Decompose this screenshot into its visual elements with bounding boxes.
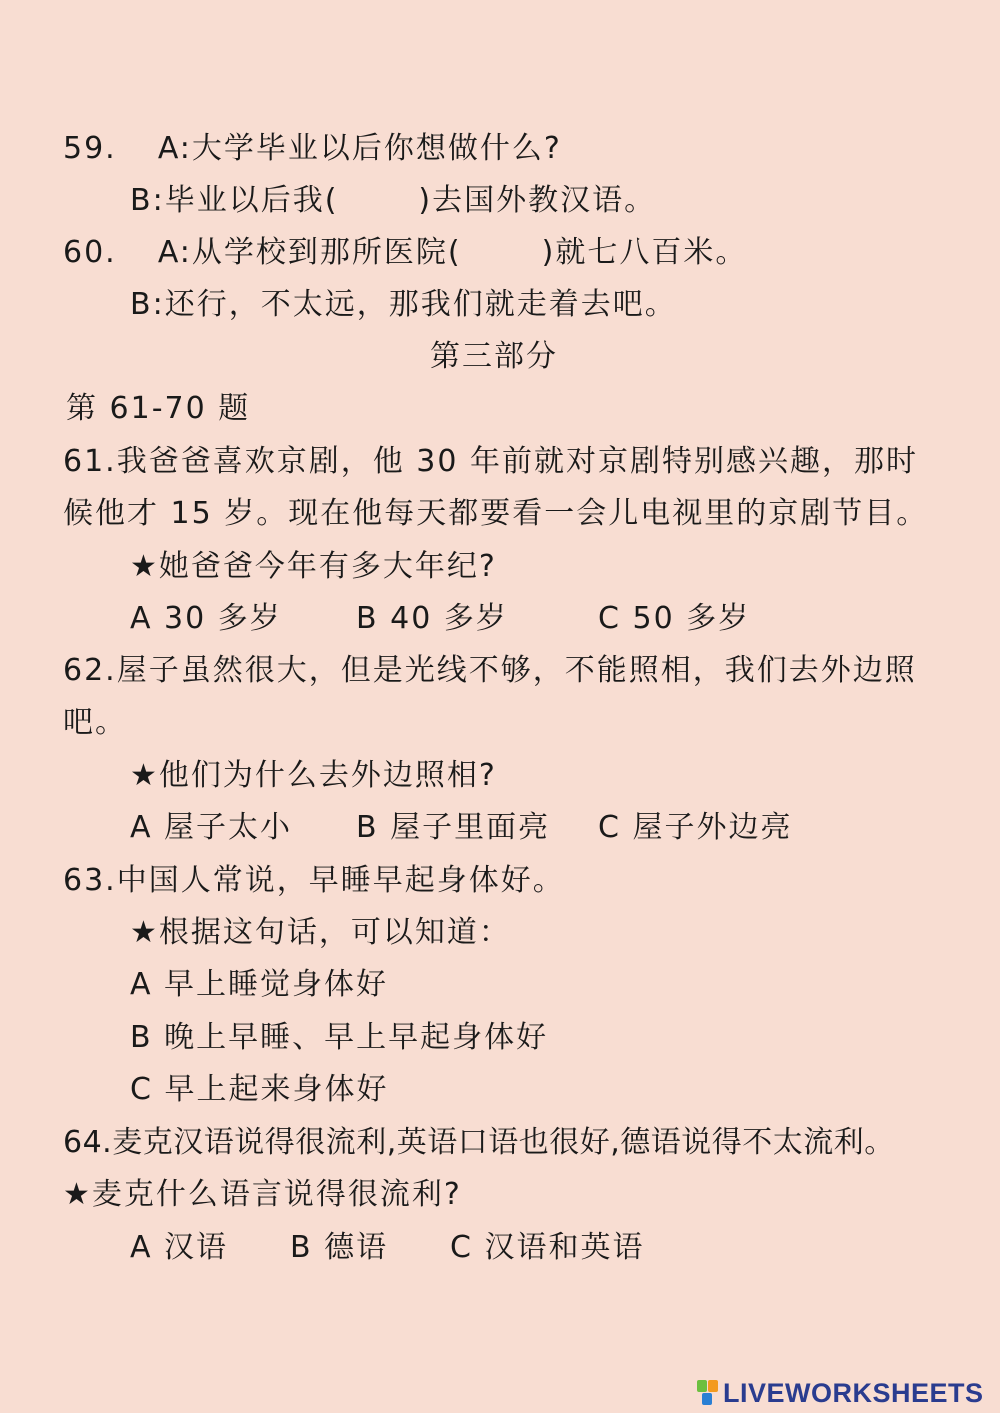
- q61-option-b[interactable]: B 40 多岁: [356, 601, 508, 636]
- q60-a-before: A:从学校到那所医院(: [157, 235, 462, 270]
- q60-number: 60.: [63, 235, 117, 270]
- q60-a-after: )就七八百米。: [541, 235, 748, 270]
- q62-option-c[interactable]: C 屋子外边亮: [598, 810, 793, 845]
- q60-line-a: [63, 235, 747, 271]
- q62-option-b[interactable]: B 屋子里面亮: [356, 810, 551, 845]
- q62-question: ★他们为什么去外边照相?: [130, 758, 497, 793]
- q61-text-line2: 候他才 15 岁。现在他每天都要看一会儿电视里的京剧节目。: [63, 496, 929, 531]
- q63-option-a[interactable]: A 早上睡觉身体好: [130, 967, 389, 1002]
- q59-line-b: [130, 183, 656, 219]
- q61-text-line1: 61.我爸爸喜欢京剧，他 30 年前就对京剧特别感兴趣，那时: [63, 444, 918, 479]
- q63-text: 63.中国人常说，早睡早起身体好。: [63, 863, 565, 898]
- q59-line-a: [63, 131, 562, 167]
- q63-option-b[interactable]: B 晚上早睡、早上早起身体好: [130, 1020, 549, 1055]
- q63-question: ★根据这句话，可以知道：: [130, 915, 511, 950]
- q64-option-a[interactable]: A 汉语: [130, 1230, 229, 1265]
- section-title: 第三部分: [430, 339, 558, 374]
- q61-option-a[interactable]: A 30 多岁: [130, 601, 282, 636]
- q62-text-line1: 62.屋子虽然很大，但是光线不够，不能照相，我们去外边照: [63, 653, 917, 688]
- q62-text-line2: 吧。: [63, 705, 127, 740]
- q64-question: ★麦克什么语言说得很流利?: [63, 1177, 462, 1212]
- liveworksheets-brand: [697, 1377, 984, 1409]
- q62-options: [130, 810, 792, 846]
- liveworksheets-logo-icon: [697, 1380, 719, 1406]
- q61-option-c[interactable]: C 50 多岁: [598, 601, 751, 636]
- section-range: 第 61-70 题: [66, 391, 251, 426]
- q64-option-b[interactable]: B 德语: [290, 1230, 389, 1265]
- q59-a-text: A:大学毕业以后你想做什么?: [157, 131, 562, 166]
- q61-options: [130, 601, 750, 637]
- liveworksheets-wordmark: LIVEWORKSHEETS: [723, 1377, 984, 1408]
- q64-option-c[interactable]: C 汉语和英语: [450, 1230, 645, 1265]
- q60-line-b: [130, 287, 677, 323]
- q63-option-c[interactable]: C 早上起来身体好: [130, 1072, 389, 1107]
- q59-b-before: B:毕业以后我(: [130, 183, 339, 218]
- q62-option-a[interactable]: A 屋子太小: [130, 810, 293, 845]
- q64-text: 64.麦克汉语说得很流利,英语口语也很好,德语说得不太流利。: [63, 1125, 895, 1160]
- q61-question: ★她爸爸今年有多大年纪?: [130, 549, 497, 584]
- q60-b-text: B:还行，不太远，那我们就走着去吧。: [130, 287, 677, 322]
- q64-options: [130, 1230, 644, 1266]
- q59-b-after: )去国外教汉语。: [418, 183, 657, 218]
- q59-number: 59.: [63, 131, 117, 166]
